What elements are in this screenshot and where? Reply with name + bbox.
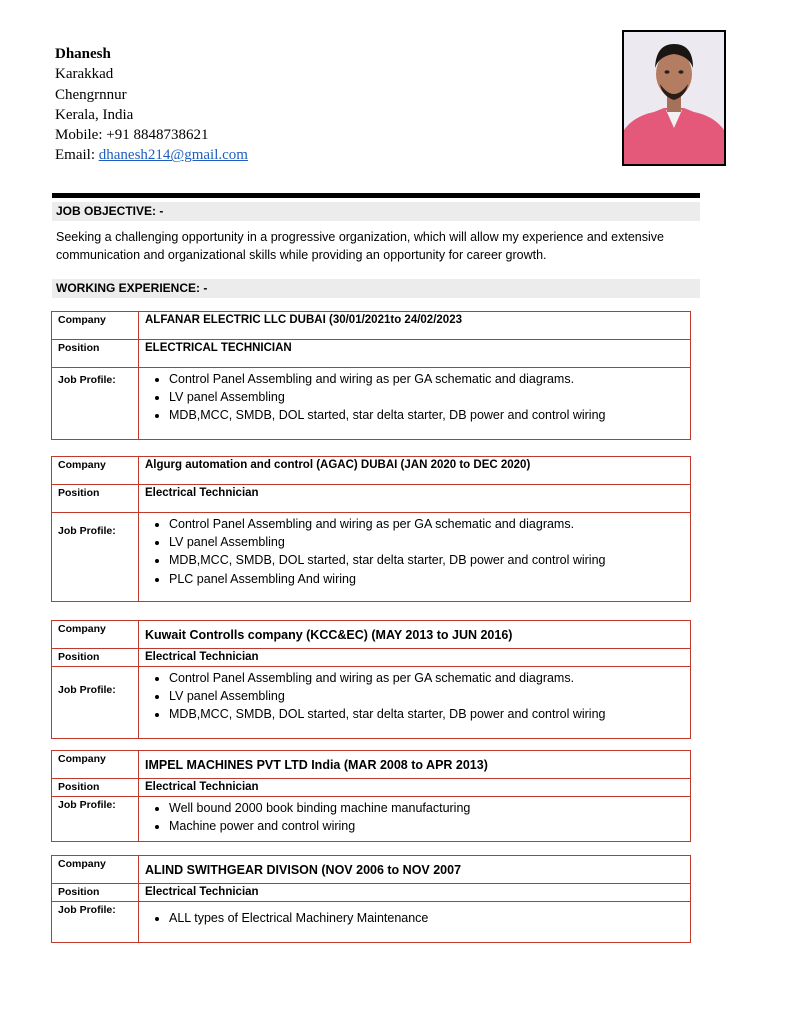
duties-list	[145, 370, 684, 425]
objective-heading: JOB OBJECTIVE: -	[52, 202, 700, 221]
company-label: Company	[52, 457, 139, 485]
profile-label: Job Profile:	[52, 513, 139, 602]
experience-heading: WORKING EXPERIENCE: -	[52, 279, 700, 298]
profile-label: Job Profile:	[52, 667, 139, 739]
duties-cell	[139, 368, 691, 440]
duty-item: • ALL types of Electrical Machinery Maintenance	[169, 909, 684, 927]
position-label: Position	[52, 884, 139, 902]
email-row	[55, 145, 248, 165]
duties-list	[145, 909, 684, 927]
job-table	[51, 311, 691, 440]
position-title: ELECTRICAL TECHNICIAN	[139, 340, 691, 368]
position-label: Position	[52, 485, 139, 513]
company-label: Company	[52, 312, 139, 340]
duty-item: • LV panel Assembling	[169, 687, 684, 705]
duties-cell	[139, 513, 691, 602]
candidate-name: Dhanesh	[55, 46, 111, 62]
duty-item: • LV panel Assembling	[169, 533, 684, 551]
job-table	[51, 456, 691, 602]
address-line: Karakkad	[55, 66, 114, 83]
job-table	[51, 620, 691, 739]
company-label: Company	[52, 856, 139, 884]
position-title: Electrical Technician	[139, 485, 691, 513]
duties-list	[145, 799, 684, 835]
duty-item: • Control Panel Assembling and wiring as per GA schematic and diagrams.	[169, 515, 684, 533]
profile-photo	[622, 30, 726, 166]
objective-text: Seeking a challenging opportunity in a progressive organization, which will allow my experience and extensive communication and organizational skills while providing an opportunity for career growth.	[56, 230, 664, 262]
duty-item: • MDB,MCC, SMDB, DOL started, star delta starter, DB power and control wiring	[169, 551, 684, 569]
position-label: Position	[52, 779, 139, 797]
section-divider	[52, 193, 700, 198]
person-portrait-icon	[624, 32, 724, 164]
address-line: Kerala, India	[55, 106, 134, 123]
company-name: IMPEL MACHINES PVT LTD India (MAR 2008 to APR 2013)	[139, 751, 691, 779]
profile-label: Job Profile:	[52, 797, 139, 842]
job-table	[51, 855, 691, 943]
contact-block	[55, 44, 248, 166]
company-name: Algurg automation and control (AGAC) DUBAI (JAN 2020 to DEC 2020)	[139, 457, 691, 485]
company-label: Company	[52, 751, 139, 779]
duty-item: • Control Panel Assembling and wiring as per GA schematic and diagrams.	[169, 370, 684, 388]
duty-item: • Well bound 2000 book binding machine manufacturing	[169, 799, 684, 817]
duty-item: • MDB,MCC, SMDB, DOL started, star delta starter, DB power and control wiring	[169, 406, 684, 424]
duties-list	[145, 515, 684, 588]
duties-cell	[139, 667, 691, 739]
duty-item: • PLC panel Assembling And wiring	[169, 570, 684, 588]
email-link[interactable]: dhanesh214@gmail.com	[98, 147, 248, 164]
duty-item: • Machine power and control wiring	[169, 817, 684, 835]
address-line: Chengrnnur	[55, 86, 127, 103]
duties-cell	[139, 797, 691, 842]
profile-label: Job Profile:	[52, 368, 139, 440]
duties-list	[145, 669, 684, 724]
job-table	[51, 750, 691, 842]
mobile-number: Mobile: +91 8848738621	[55, 127, 209, 144]
position-title: Electrical Technician	[139, 779, 691, 797]
company-label: Company	[52, 621, 139, 649]
company-name: Kuwait Controlls company (KCC&EC) (MAY 2013 to JUN 2016)	[139, 621, 691, 649]
position-label: Position	[52, 649, 139, 667]
company-name: ALFANAR ELECTRIC LLC DUBAI (30/01/2021to 24/02/2023	[139, 312, 691, 340]
position-label: Position	[52, 340, 139, 368]
duties-cell	[139, 902, 691, 943]
position-title: Electrical Technician	[139, 649, 691, 667]
duty-item: • MDB,MCC, SMDB, DOL started, star delta starter, DB power and control wiring	[169, 705, 684, 723]
profile-label: Job Profile:	[52, 902, 139, 943]
duty-item: • LV panel Assembling	[169, 388, 684, 406]
company-name: ALIND SWITHGEAR DIVISON (NOV 2006 to NOV 2007	[139, 856, 691, 884]
duty-item: • Control Panel Assembling and wiring as per GA schematic and diagrams.	[169, 669, 684, 687]
email-label: Email:	[55, 147, 99, 164]
position-title: Electrical Technician	[139, 884, 691, 902]
